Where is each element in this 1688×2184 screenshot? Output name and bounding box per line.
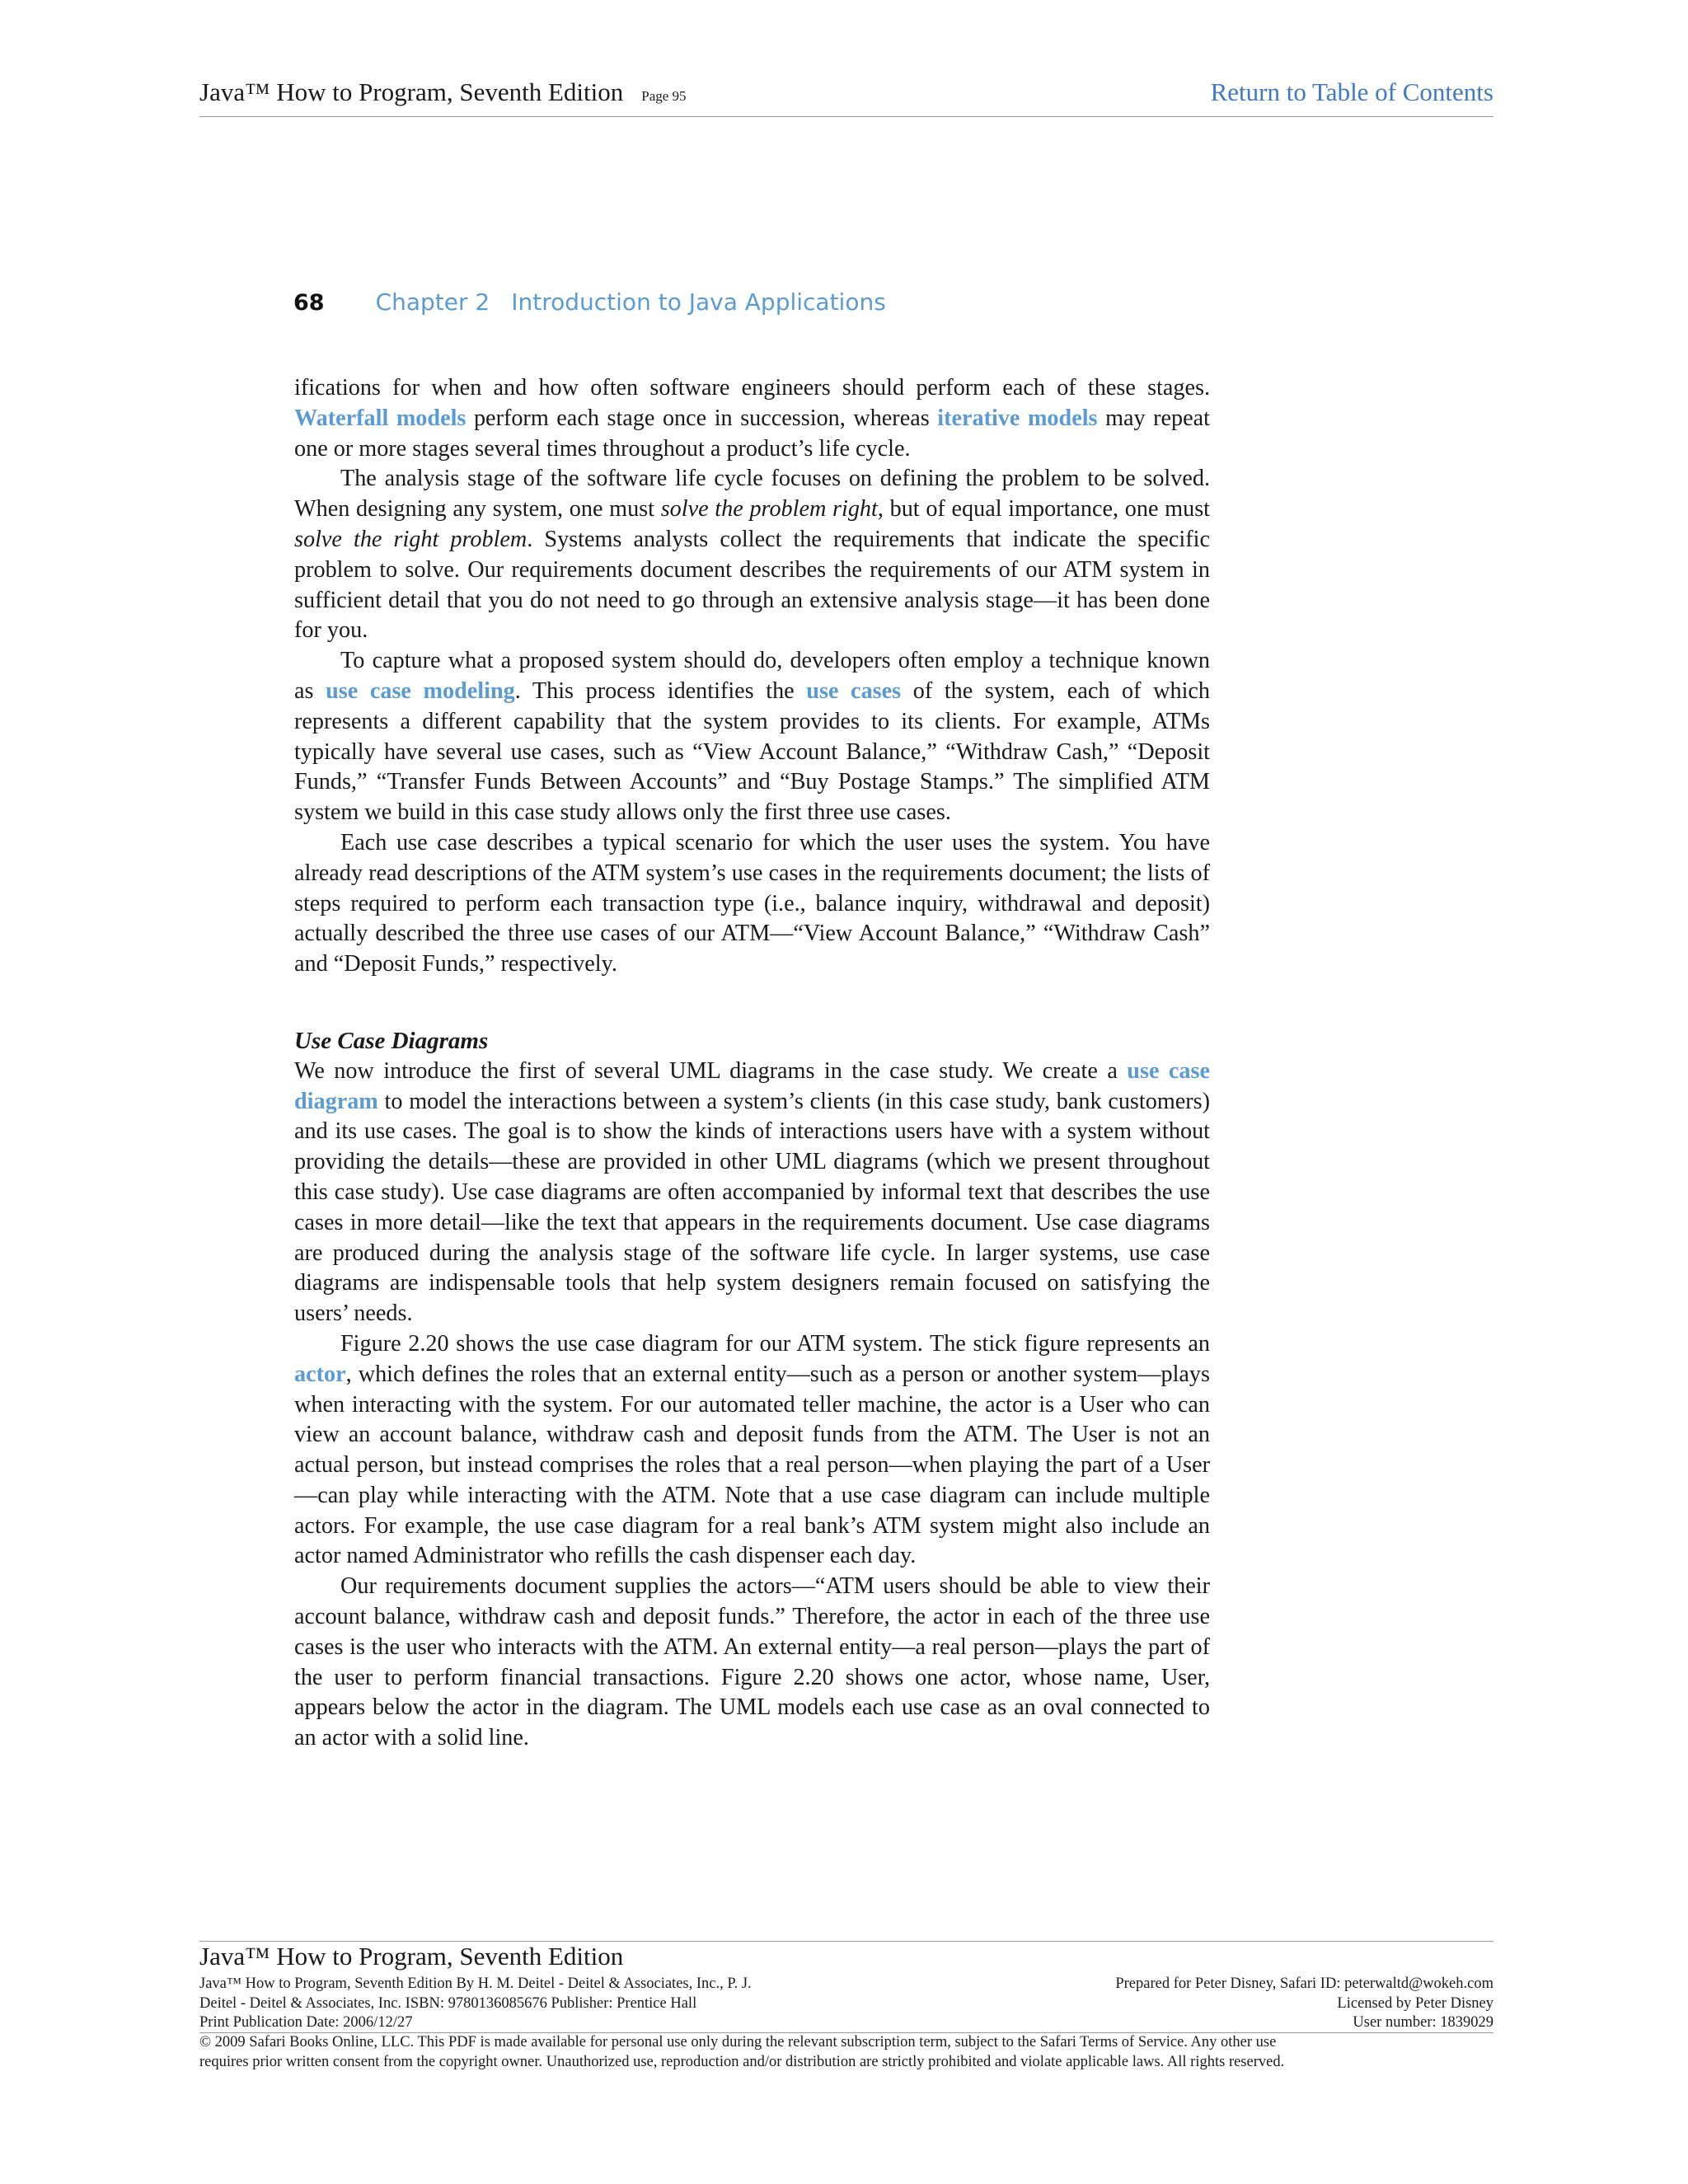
page-number: 68 — [293, 290, 325, 316]
running-header-title — [199, 77, 687, 107]
footer-publication-info — [199, 1975, 752, 2033]
key-term: use case modeling — [326, 677, 515, 704]
paragraph — [294, 646, 1210, 828]
text-run: , which defines the roles that an external entity—such as a person or another system—plays when interacting with the system. For our automated teller machine, the actor is a User who can view an account balance, withdraw cash and deposit funds from the ATM. The User is not an actual person, but instead comprises the roles that a real person—when playing the part of a User—can play while interacting with the ATM. Note that a use case diagram can include multiple actors. For example, the use case diagram for a real bank’s ATM system might also include an actor named Administrator who refills the cash dispenser each day. — [294, 1361, 1210, 1569]
emphasis: solve the right problem — [294, 526, 528, 552]
chapter-label: Chapter 2 — [375, 288, 490, 316]
body-text — [294, 373, 1210, 1754]
text-run: may repeat one or more stages several times throughout a product’s life cycle. — [294, 405, 1210, 462]
paragraph — [294, 1057, 1210, 1329]
header-rule — [199, 116, 1493, 117]
chapter-title: Introduction to Java Applications — [511, 288, 886, 316]
text-run: We now introduce the first of several UML diagrams in the case study. We create a — [294, 1057, 1128, 1084]
key-term: use cases — [806, 677, 902, 704]
text-run: Figure 2.20 shows the use case diagram for our ATM system. The stick figure represents an — [340, 1330, 1210, 1357]
key-term: iterative models — [937, 405, 1098, 431]
copyright-line: © 2009 Safari Books Online, LLC. This PDF is made available for personal use only during the relevant subscription term, subject to the Safari Terms of Service. Any other use — [199, 2034, 1277, 2050]
text-run: of the system, each of which represents a different capability that the system provides to its clients. For example, ATMs typically have several use cases, such as “View Account Balance,” “Withdraw Cash,” “Deposit Funds,” “Transfer Funds Between Accounts” and “Buy Postage Stamps.” The simplified ATM system we build in this case study allows only the first three use cases. — [294, 677, 1211, 826]
text-run: perform each stage once in succession, whereas — [466, 405, 938, 431]
paragraph — [294, 1329, 1210, 1572]
footer-license-info — [1115, 1975, 1493, 2033]
copyright-line: requires prior written consent from the copyright owner. Unauthorized use, reproduction and/or distribution are strictly prohibited and violate applicable laws. All rights reserved. — [199, 2053, 1285, 2070]
text-run: . Systems analysts collect the requirements that indicate the specific problem to solve. Our requirements document describes the requirements of our ATM system in sufficient detail that you do not need to go through an extensive analysis stage—it has been done for you. — [294, 526, 1210, 644]
book-title: Java™ How to Program, Seventh Edition — [199, 77, 624, 106]
emphasis: solve the problem right — [660, 496, 878, 523]
text-run: to model the interactions between a system’s clients (in this case study, bank customers) and its use cases. The goal is to show the kinds of interactions users have with a system without providing the details—these are provided in other UML diagrams (which we present throughout this case study). Use case diagrams are often accompanied by informal text that describes the use cases in more detail—like the text that appears in the requirements document. Use case diagrams are produced during the analysis stage of the software life cycle. In larger systems, use case diagrams are indispensable tools that help system designers remain focused on satisfying the users’ needs. — [294, 1088, 1210, 1327]
text-run: ifications for when and how often software engineers should perform each of these stages. — [294, 375, 1210, 401]
paragraph — [294, 828, 1210, 980]
footer-line: Deitel - Deitel & Associates, Inc. ISBN: 9780136085676 Publisher: Prentice Hall — [199, 1994, 697, 2012]
key-term: Waterfall models — [294, 405, 467, 431]
page-label: Page 95 — [641, 88, 687, 104]
footer-line: Licensed by Peter Disney — [1337, 1994, 1493, 2012]
text-run: Each use case describes a typical scenario for which the user uses the system. You have already read descriptions of the ATM system’s use cases in the requirements document; the lists of steps required to perform each transaction type (i.e., balance inquiry, withdrawal and deposit) actually described the three use cases of our ATM—“View Account Balance,” “Withdraw Cash” and “Deposit Funds,” respectively. — [294, 829, 1210, 977]
footer-copyright — [199, 2033, 1493, 2072]
paragraph — [294, 373, 1210, 464]
paragraph — [294, 1572, 1210, 1754]
key-term: actor — [294, 1361, 346, 1387]
text-run: The analysis stage of the software life cycle focuses on defining the problem to be solved. When designing any system, one must — [294, 466, 1210, 523]
footer-book-title: Java™ How to Program, Seventh Edition — [199, 1942, 624, 1971]
text-run: To capture what a proposed system should do, developers often employ a technique known as — [294, 648, 1210, 704]
footer-line: Java™ How to Program, Seventh Edition By H. M. Deitel - Deitel & Associates, Inc., P. J. — [199, 1975, 752, 1992]
footer-line: Prepared for Peter Disney, Safari ID: peterwaltd@wokeh.com — [1115, 1975, 1493, 1992]
text-run: . This process identifies the — [514, 677, 807, 704]
text-run: Our requirements document supplies the actors—“ATM users should be able to view their account balance, withdraw cash and deposit funds.” Therefore, the actor in each of the three use cases is the user who interacts with the ATM. An external entity—a real person—plays the part of the user to perform financial transactions. Figure 2.20 shows one actor, whose name, User, appears below the actor in the diagram. The UML models each use case as an oval connected to an actor with a solid line. — [294, 1573, 1210, 1751]
footer-line: User number: 1839029 — [1353, 2014, 1493, 2031]
key-term: use case diagram — [294, 1057, 1210, 1114]
chapter-running-head — [293, 288, 886, 316]
paragraph — [294, 464, 1210, 646]
return-to-toc-link[interactable]: Return to Table of Contents — [1210, 77, 1493, 106]
section-heading: Use Case Diagrams — [294, 1027, 489, 1054]
footer-line: Print Publication Date: 2006/12/27 — [199, 2014, 413, 2031]
text-run: , but of equal importance, one must — [877, 496, 1210, 523]
